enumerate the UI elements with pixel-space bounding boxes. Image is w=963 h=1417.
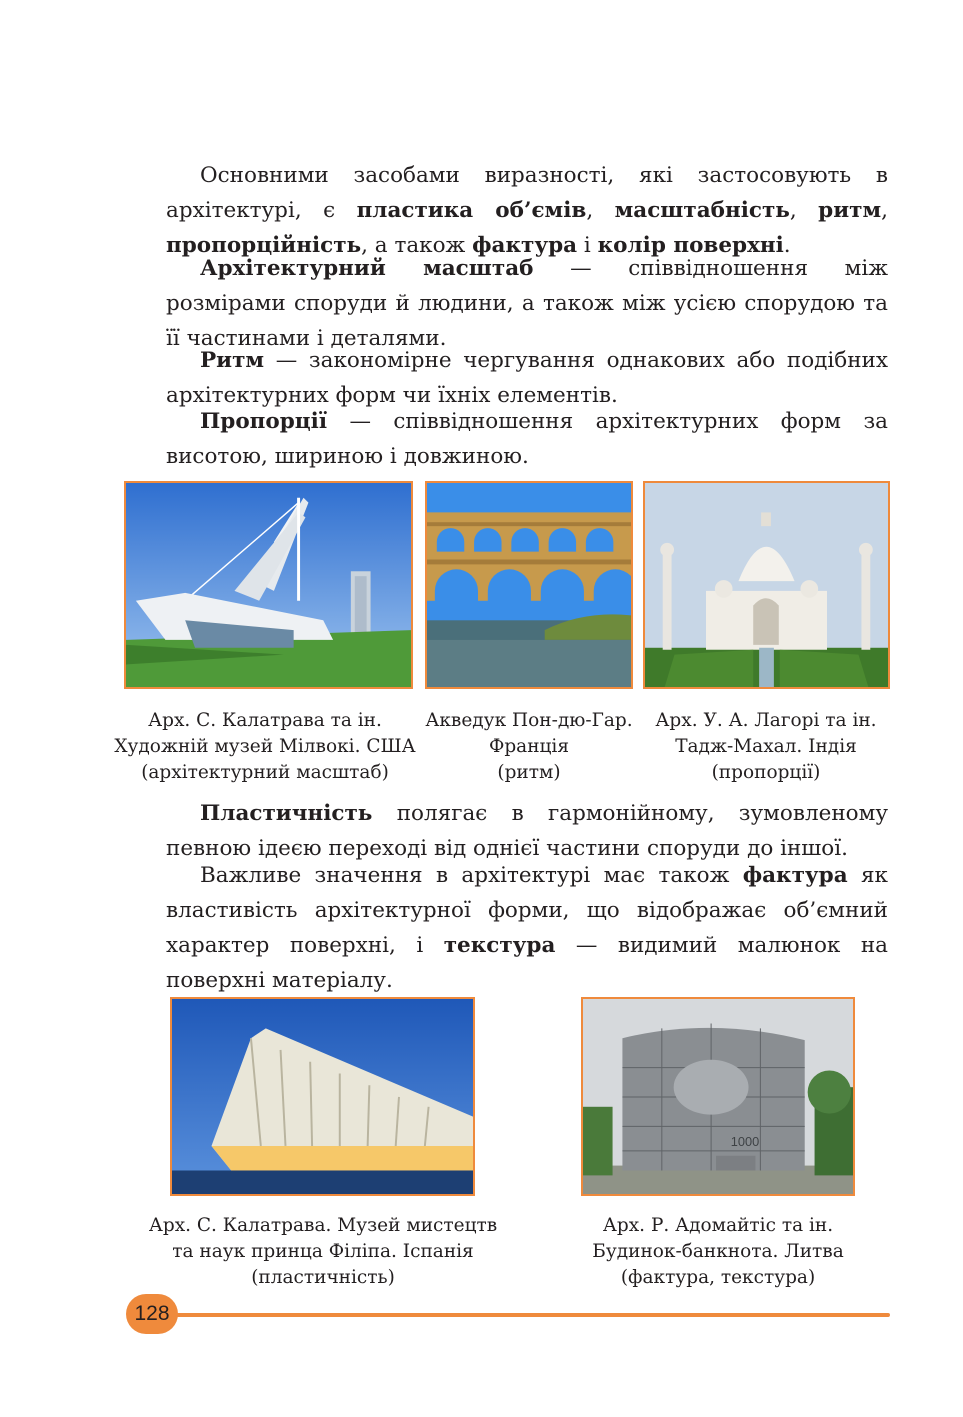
footer-rule [150, 1313, 890, 1317]
taj-mahal-photo [643, 481, 890, 689]
caption-banknote-house: Арх. Р. Адомайтіс та ін. Будинок-банкнота. Литва (фактура, текстура) [592, 1215, 844, 1288]
term-facture: фактура [472, 233, 578, 258]
definition-text: — закономірне чергування однакових або подібних архітектурних форм чи їхніх елементів. [166, 348, 888, 408]
paragraph-rhythm-definition [166, 343, 888, 413]
term-plastics: пластика об’ємів [356, 198, 587, 223]
definition-term: Пропорції [200, 409, 328, 434]
paragraph-proportions-definition [166, 404, 888, 474]
caption-pont-du-gard: Акведук Пон-дю-Гар. Франція (ритм) [425, 710, 633, 783]
term-proportionality: пропорційність [166, 233, 362, 258]
definition-term: Пластичність [200, 801, 373, 826]
page-number: 128 [126, 1294, 178, 1334]
milwaukee-art-museum-photo [124, 481, 413, 689]
definition-term: Архітектурний масштаб [200, 256, 534, 281]
banknote-value-label: 1000 [730, 1134, 760, 1149]
pont-du-gard-photo [425, 481, 633, 689]
term-rhythm: ритм [818, 198, 882, 223]
term-facture: фактура [742, 863, 848, 888]
definition-text: — співвідношення між розмірами споруди й людини, а також між усією спорудою та її частинами і деталями. [166, 256, 888, 351]
definition-term: Ритм [200, 348, 265, 373]
term-texture: текстура [443, 933, 556, 958]
paragraph-facture-texture: Важливе значення в архітектурі має також фактура як властивість архітектурної форми, що відображає об’ємний характер поверхні, і текстура — видимий малюнок на поверхні матеріалу. [166, 863, 888, 993]
term-surface-color: колір поверхні [597, 233, 784, 258]
valencia-science-museum-photo [170, 997, 475, 1196]
banknote-house-photo [581, 997, 855, 1196]
caption-milwaukee-art-museum: Арх. С. Калатрава та ін. Художній музей Мілвокі. США (архітектурний масштаб) [114, 710, 416, 783]
paragraph-means-of-expression: Основними засобами виразності, які застосовують в архітектурі, є пластика об’ємів, масштабність, ритм, пропорційність, а також фактура і колір поверхні. [166, 163, 888, 258]
caption-valencia-science-museum: Арх. С. Калатрава. Музей мистецтв та наук принца Філіпа. Іспанія (пластичність) [148, 1215, 498, 1288]
paragraph-plasticity-definition [166, 796, 888, 866]
definition-text: — співвідношення архітектурних форм за висотою, шириною і довжиною. [166, 409, 888, 469]
paragraph-scale-definition [166, 251, 888, 356]
term-scale: масштабність [614, 198, 790, 223]
caption-taj-mahal: Арх. У. А. Лагорі та ін. Тадж-Махал. Індія (пропорції) [655, 710, 877, 783]
definition-text: полягає в гармонійному, зумовленому певною ідеєю переході від однієї частини споруди до іншої. [166, 801, 888, 861]
